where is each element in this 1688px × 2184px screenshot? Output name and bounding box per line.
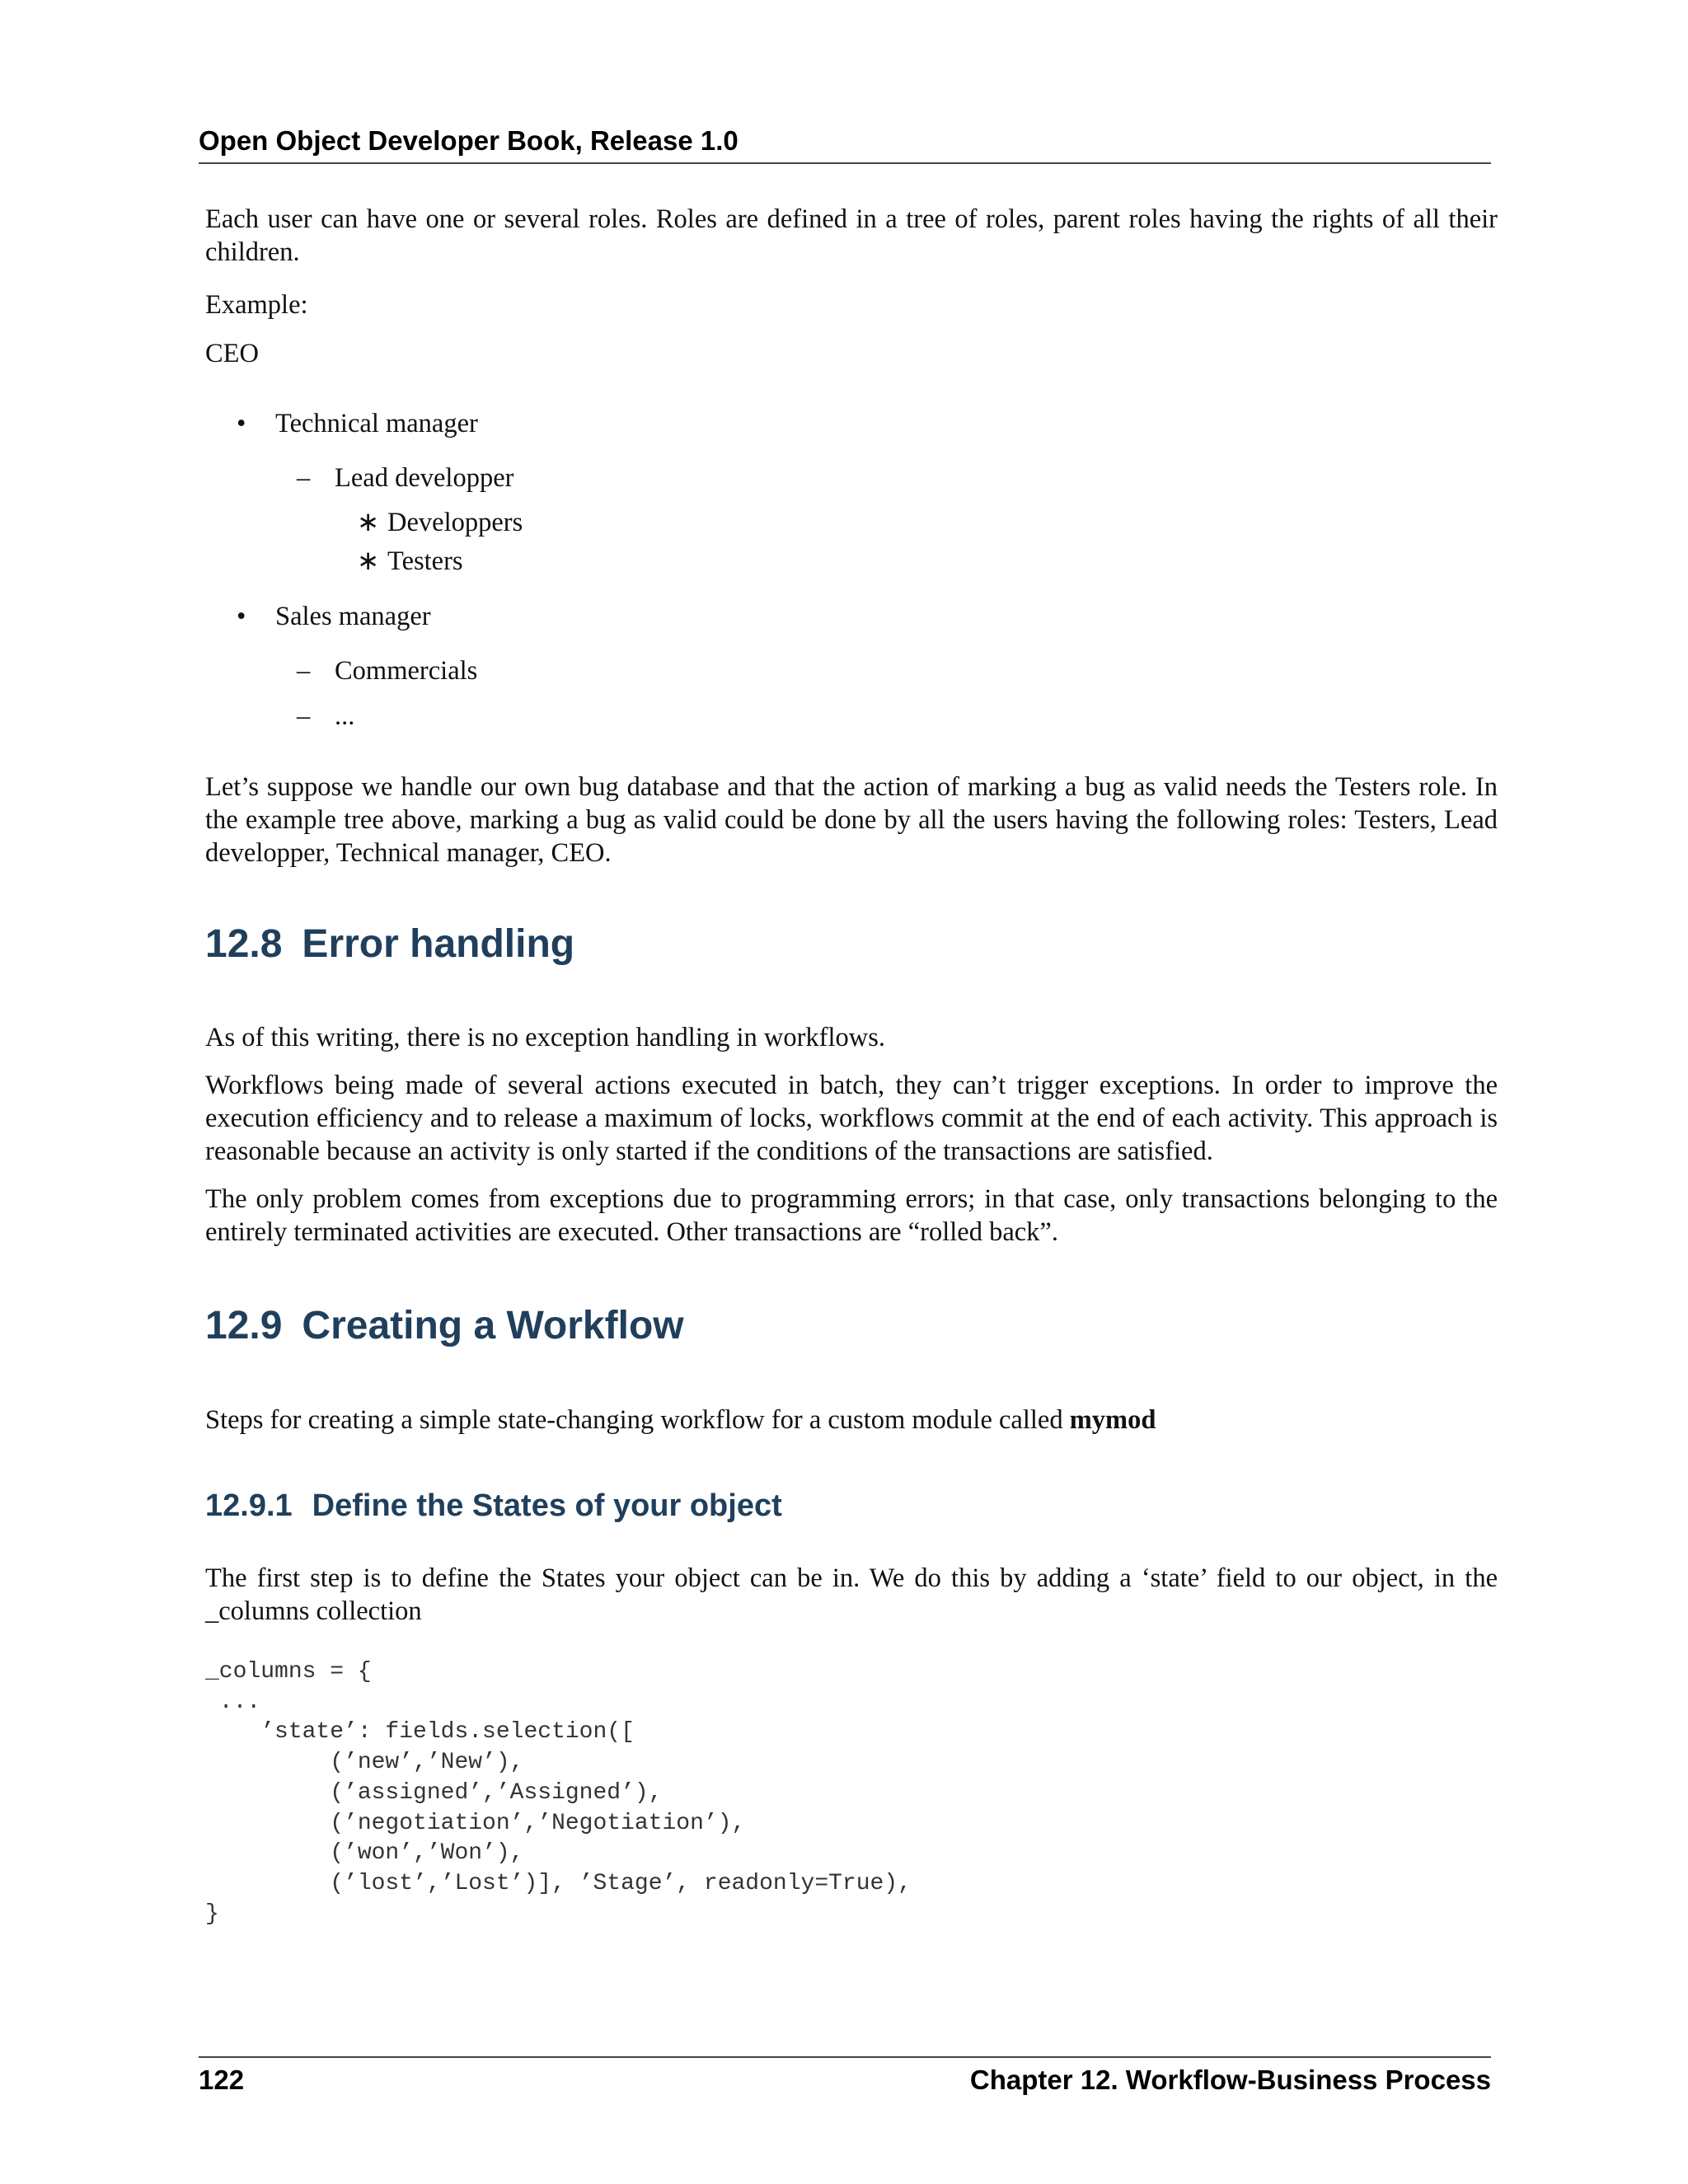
section-heading-12-9-1 <box>205 1489 782 1522</box>
creating-workflow-paragraph <box>205 1404 1498 1436</box>
role-sales-manager: Sales manager <box>275 602 431 631</box>
list-item <box>237 600 431 633</box>
section-number: 12.9 <box>205 1304 283 1347</box>
role-lead-developer: Lead developper <box>335 463 514 493</box>
section-title: Creating a Workflow <box>302 1304 684 1347</box>
page-number: 122 <box>199 2064 245 2095</box>
star-marker: ∗ <box>357 508 380 537</box>
list-item <box>297 462 514 494</box>
footer-rule <box>199 2056 1491 2058</box>
roles-example-paragraph: Let’s suppose we handle our own bug database and that the action of marking a bug as valid needs the Testers role. In the example tree above, marking a bug as valid could be done by all the users having the following roles: Testers, Lead developper, Technical manager, CEO. <box>205 772 1498 868</box>
section-title: Error handling <box>302 922 575 966</box>
error-handling-paragraph-1: As of this writing, there is no exception handling in workflows. <box>205 1023 886 1052</box>
list-item <box>359 545 463 578</box>
role-technical-manager: Technical manager <box>275 409 478 438</box>
role-developers: Developpers <box>387 508 523 537</box>
bullet-marker: • <box>237 409 246 438</box>
chapter-title: Chapter 12. Workflow-Business Process <box>969 2064 1491 2095</box>
list-item <box>297 654 478 687</box>
running-header-title: Open Object Developer Book, Release 1.0 <box>199 125 738 156</box>
role-commercials: Commercials <box>335 656 478 686</box>
section-heading-12-8 <box>205 922 575 966</box>
section-number: 12.8 <box>205 922 283 966</box>
paragraph-text: Steps for creating a simple state-changing workflow for a custom module called <box>205 1405 1070 1435</box>
section-heading-12-9 <box>205 1304 684 1347</box>
star-marker: ∗ <box>357 546 380 576</box>
error-handling-paragraph-3: The only problem comes from exceptions due to programming errors; in that case, only transactions belonging to the entirely terminated activities are executed. Other transactions are “rolled back”. <box>205 1184 1498 1247</box>
module-name: mymod <box>1069 1405 1156 1435</box>
list-item <box>297 700 355 733</box>
section-title: Define the States of your object <box>312 1488 782 1523</box>
list-item <box>359 506 523 539</box>
define-states-paragraph: The first step is to define the States your object can be in. We do this by adding a ‘state’ field to our object, in the _columns collection <box>205 1563 1498 1626</box>
dash-marker: – <box>297 463 311 493</box>
header-rule <box>199 162 1491 164</box>
error-handling-paragraph-2: Workflows being made of several actions executed in batch, they can’t trigger exceptions. In order to improve the execution efficiency and to release a maximum of locks, workflows commit at the end of each activity. This approach is reasonable because an activity is only started if the conditions of the transactions are satisfied. <box>205 1071 1498 1166</box>
bullet-marker: • <box>237 602 246 631</box>
role-ellipsis: ... <box>335 701 355 731</box>
section-number: 12.9.1 <box>205 1488 293 1523</box>
code-block: _columns = { ... ’state’: fields.selection([ (’new’,’New’), (’assigned’,’Assigned’), (’negotiation’,’Negotiation’), (’won’,’Won’), (’lost’,’Lost’)], ’Stage’, readonly=True), } <box>205 1659 912 1927</box>
dash-marker: – <box>297 701 311 731</box>
role-testers: Testers <box>387 546 463 576</box>
tree-root: CEO <box>205 339 259 368</box>
intro-paragraph: Each user can have one or several roles. Roles are defined in a tree of roles, parent roles having the rights of all their children. <box>205 204 1498 267</box>
example-label: Example: <box>205 290 308 320</box>
dash-marker: – <box>297 656 311 686</box>
list-item <box>237 407 478 440</box>
